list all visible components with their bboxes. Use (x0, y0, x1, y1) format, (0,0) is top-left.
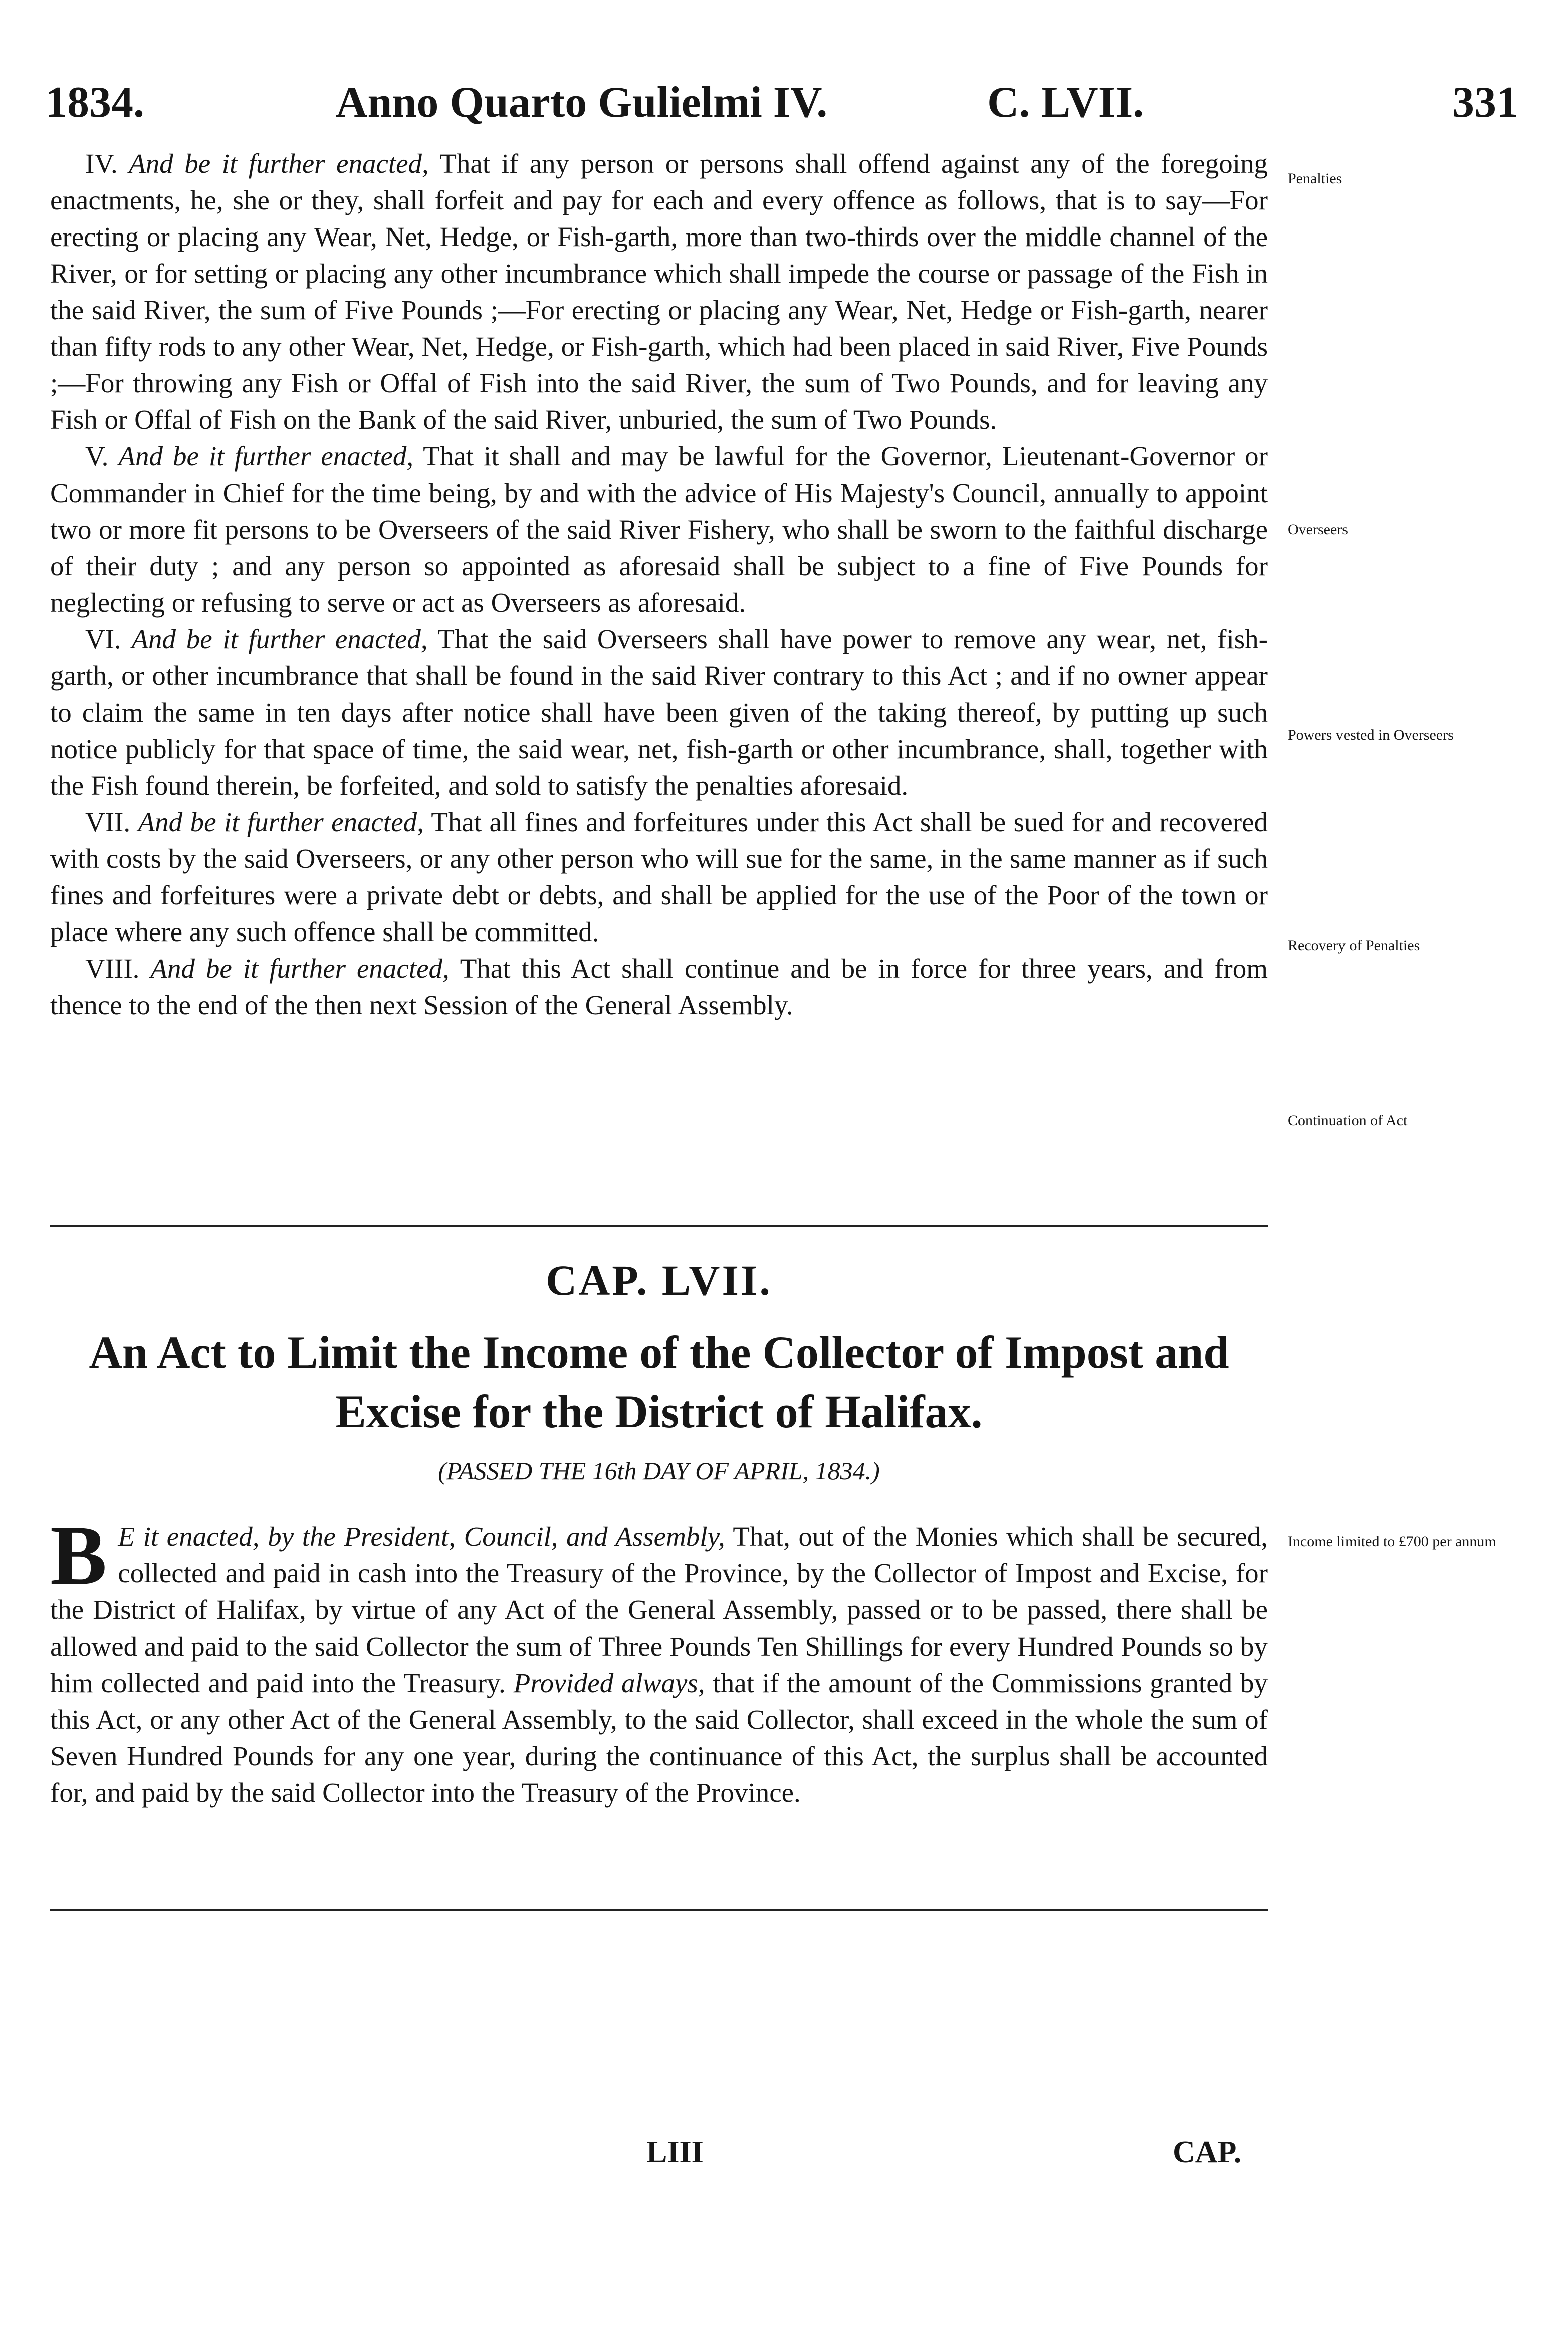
running-head-title: Anno Quarto Gulielmi IV. (336, 78, 828, 127)
section-text: That if any person or persons shall offend against any of the foregoing enactments, he, she or they, shall forfeit and pay for each and every offence as follows, that is to say—For erecting or placing any Wear, Net, Hedge, or Fish-garth, more than two-thirds over the middle channel of the River, or for setting or placing any other incumbrance which shall impede the course or passage of the Fish in the said River, the sum of Five Pounds ;—For erecting or placing any Wear, Net, Hedge or Fish-garth, nearer than fifty rods to any other Wear, Net, Hedge, or Fish-garth, which had been placed in said River, Five Pounds ;—For throwing any Fish or Offal of Fish into the said River, the sum of Two Pounds, and for leaving any Fish or Offal of Fish on the Bank of the said River, unburied, the sum of Two Pounds. (50, 148, 1268, 435)
section-IV (50, 145, 1268, 438)
section-VI (50, 621, 1268, 804)
section-text: That the said Overseers shall have power to remove any wear, net, fish-garth, or other incumbrance that shall be found in the said River contrary to this Act ; and if no owner appear to claim the same in ten days after notice shall have been given of the taking thereof, by putting up such notice publicly for that space of time, the said wear, net, fish-garth or other incumbrance, shall, together with the Fish found therein, be forfeited, and sold to satisfy the penalties aforesaid. (50, 624, 1268, 801)
section-number: V. (85, 441, 109, 472)
section-text: That it shall and may be lawful for the Governor, Lieutenant-Governor or Commander in Chief for the time being, by and with the advice of His Majesty's Council, annually to appoint two or more fit persons to be Overseers of the said River Fishery, who shall be sworn to the faithful discharge of their duty ; and any person so appointed as aforesaid shall be subject to a fine of Five Pounds for neglecting or refusing to serve or act as Overseers as aforesaid. (50, 441, 1268, 618)
enacting-words: And be it further enacted, (129, 148, 429, 179)
proviso-body: that if the amount of the Commissions granted by this Act, or any other Act of the General Assembly, to the said Collector, shall exceed in the whole the sum of Seven Hundred Pounds for any one year, during the continuance of this Act, the surplus shall be accounted for, and paid by the said Collector into the Treasury of the Province. (50, 1668, 1268, 1808)
section-text: That this Act shall continue and be in force for three years, and from thence to the end of the then next Session of the General Assembly. (50, 953, 1268, 1020)
marginal-note-income-limited: Income limited to £700 per annum (1288, 1533, 1496, 1550)
act-title: An Act to Limit the Income of the Collector of Impost and Excise for the District of Halifax. (89, 1327, 1229, 1437)
marginal-note-powers: Powers vested in Overseers (1288, 727, 1454, 743)
section-number: VI. (85, 624, 121, 654)
sections-body (50, 145, 1268, 1023)
enacting-words: And be it further enacted, (150, 953, 450, 984)
enacting-words: And be it further enacted, (131, 624, 428, 654)
drop-cap: B (50, 1508, 107, 1602)
enacting-body: That, out of the Monies which shall be secured, collected and paid in cash into the Treasury of the Province, by the Collector of Impost and Excise, for the District of Halifax, by virtue of any Act of the General Assembly, passed or to be passed, there shall be allowed and paid to the said Collector the sum of Three Pounds Ten Shillings for every Hundred Pounds so by him collected and paid into the Treasury. (50, 1521, 1268, 1698)
marginal-note-overseers: Overseers (1288, 521, 1348, 538)
marginal-note-penalties: Penalties (1288, 170, 1342, 187)
running-head-chapter: C. LVII. (987, 78, 1144, 127)
section-number: VIII. (85, 953, 140, 984)
catchword: CAP. (1173, 2135, 1242, 2169)
section-VIII (50, 950, 1268, 1023)
marginal-note-recovery: Recovery of Penalties (1288, 937, 1420, 954)
section-number: VII. (85, 807, 131, 837)
section-text: That all fines and forfeitures under this Act shall be sued for and recovered with costs by the said Overseers, or any other person who will sue for the same, in the same manner as if such fines and forfeitures were a private debt or debts, and shall be applied for the use of the Poor of the town or place where any such offence shall be committed. (50, 807, 1268, 947)
signature-mark: LIII (646, 2135, 704, 2169)
enacting-words: And be it further enacted, (118, 441, 414, 472)
page-number: 331 (1452, 78, 1518, 127)
chapter-heading: CAP. LVII. (546, 1256, 772, 1304)
enacting-paragraph (50, 1508, 1268, 1811)
running-head (45, 75, 1518, 130)
enacting-clause: E it enacted, by the President, Council, and Assembly, (118, 1521, 725, 1552)
section-rule (50, 1225, 1268, 1227)
section-V (50, 438, 1268, 621)
closing-rule (50, 1909, 1268, 1911)
marginal-note-continuation: Continuation of Act (1288, 1112, 1408, 1129)
section-number: IV. (85, 148, 118, 179)
proviso-words: Provided always, (513, 1668, 705, 1698)
enacting-words: And be it further enacted, (138, 807, 424, 837)
running-head-year: 1834. (45, 78, 144, 127)
passed-date: (PASSED THE 16th DAY OF APRIL, 1834.) (438, 1457, 880, 1485)
section-VII (50, 804, 1268, 950)
